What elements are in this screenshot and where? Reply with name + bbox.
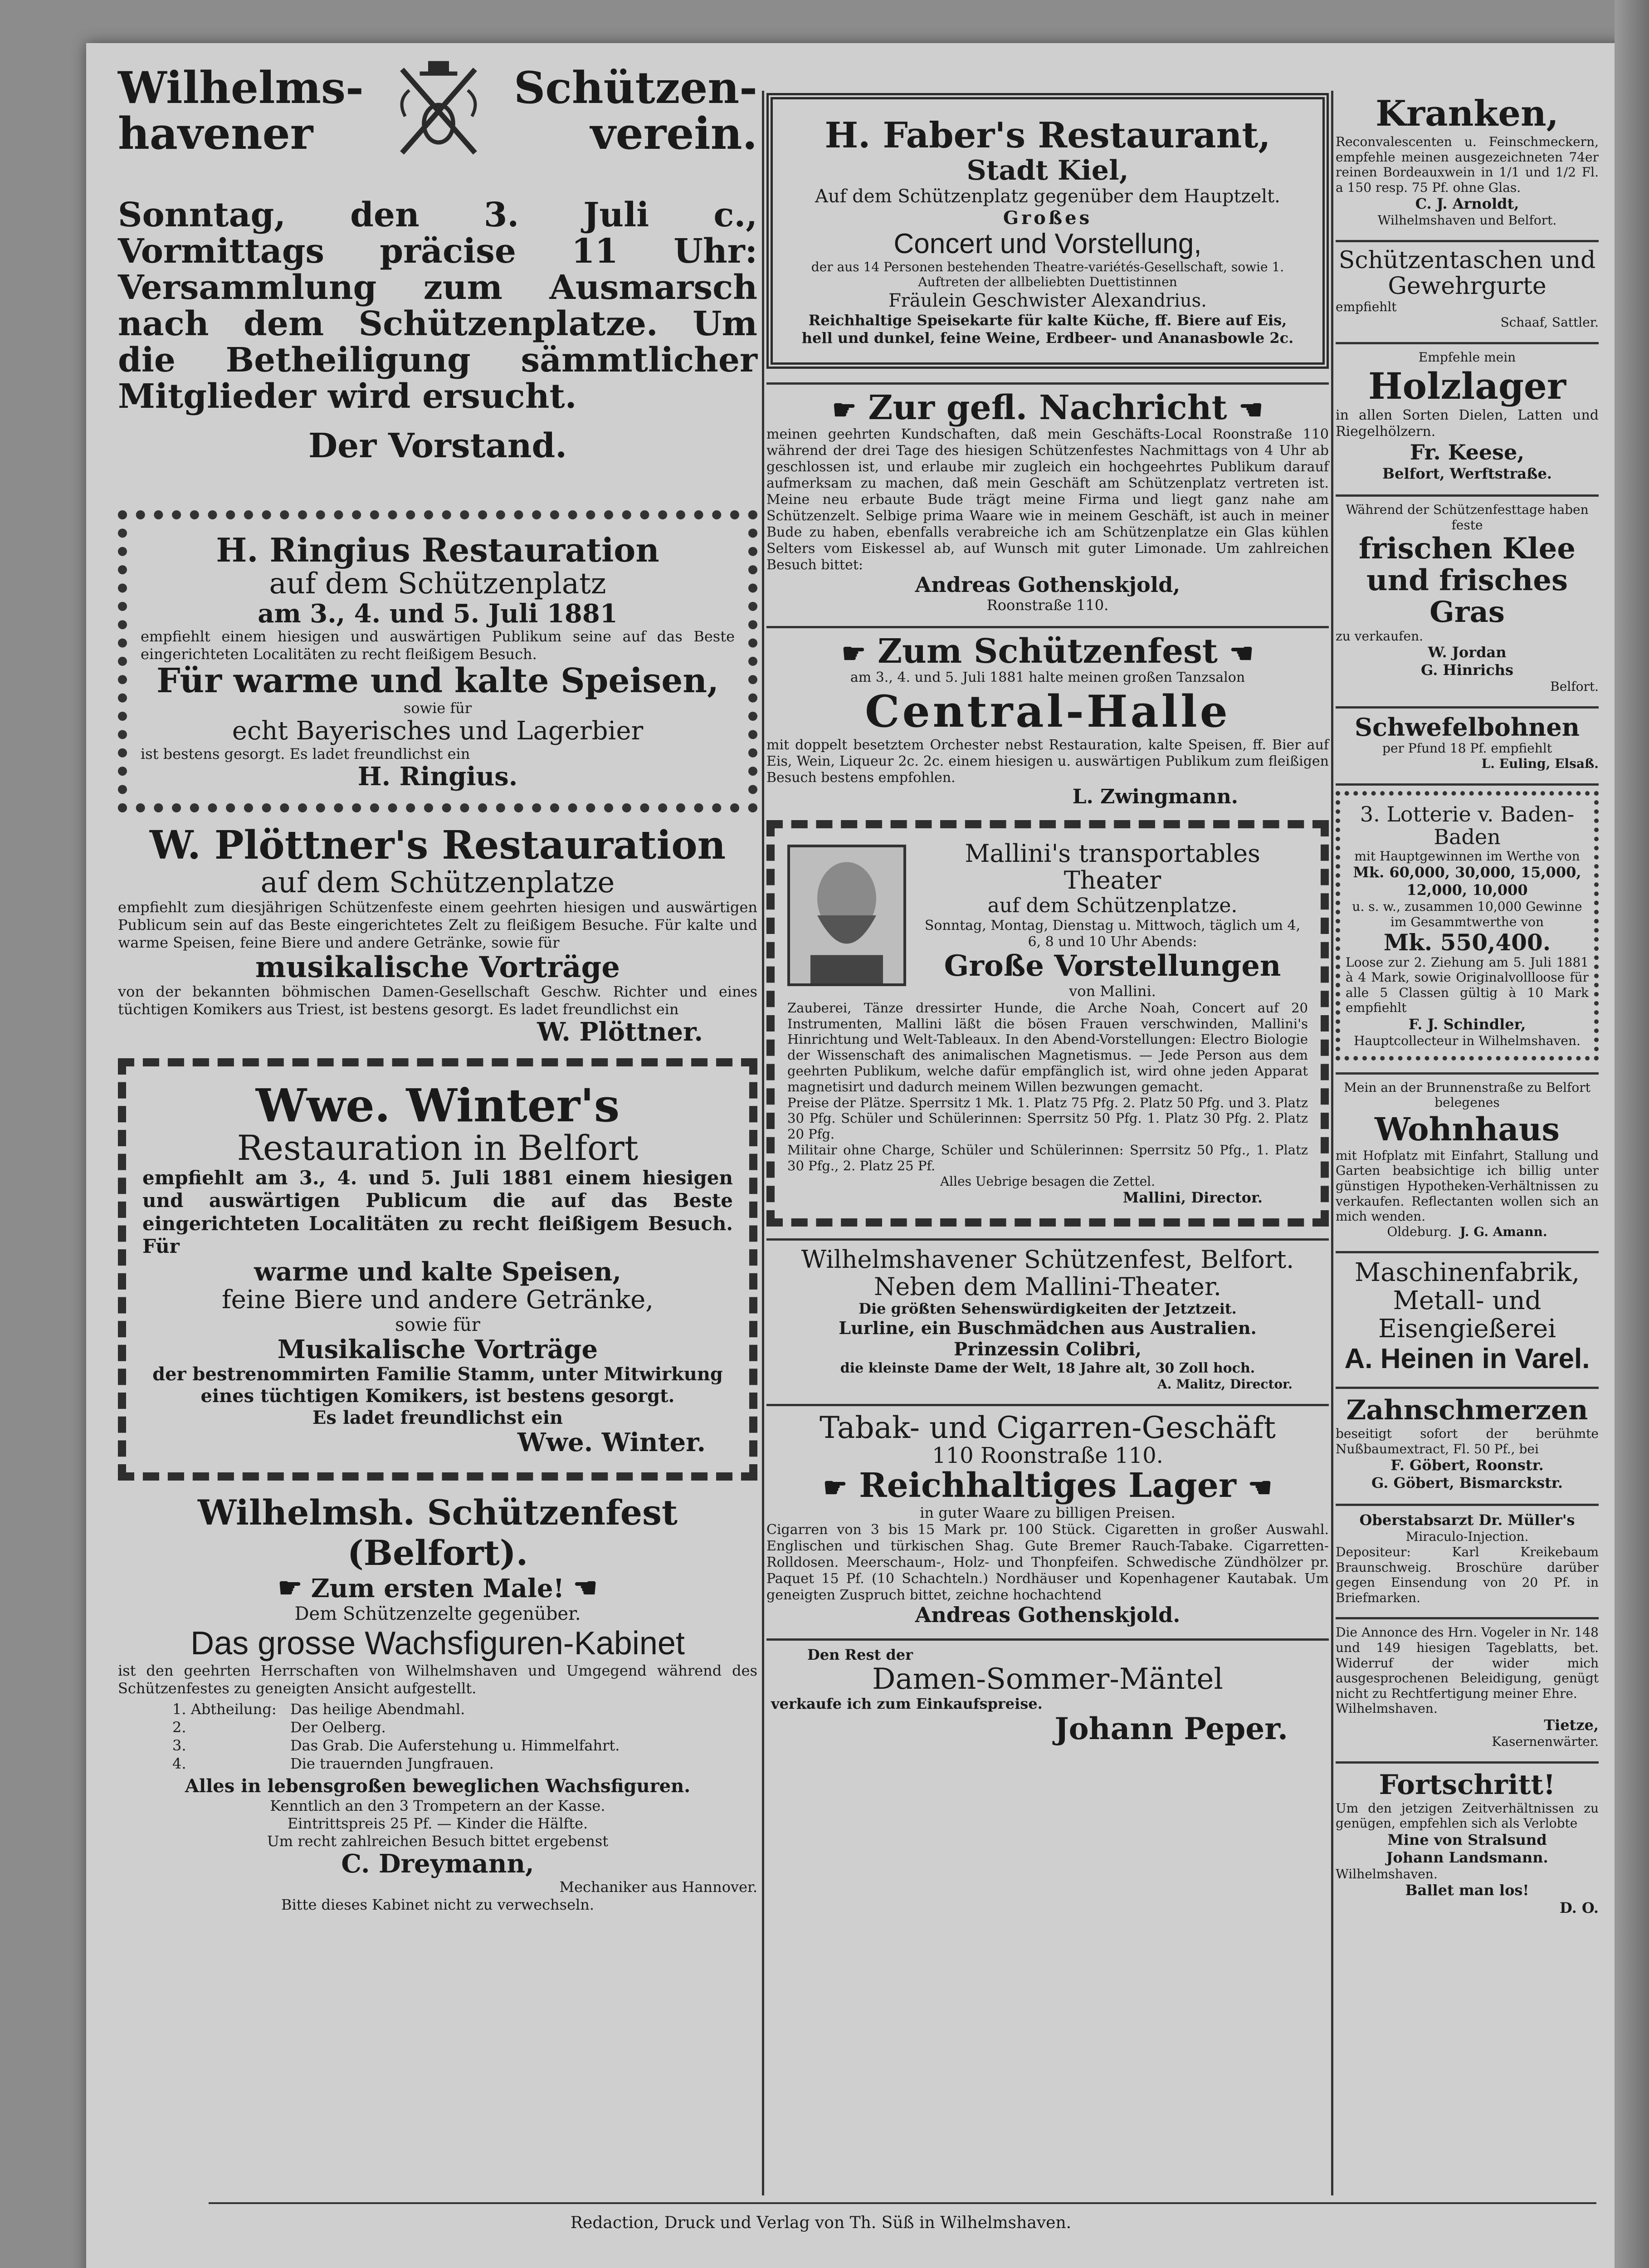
klee-place: Belfort. — [1550, 679, 1599, 694]
fortschritt-names-2: Johann Landsmann. — [1386, 1848, 1548, 1866]
pointing-hand-left-icon: ☚ — [573, 1572, 598, 1604]
annonce-role: Kasernenwärter. — [1492, 1734, 1599, 1749]
kranke-place: Wilhelmshaven und Belfort. — [1377, 213, 1557, 228]
fortschritt-names-1: Mine von Stralsund — [1387, 1831, 1547, 1848]
list-item: 1. Abtheilung: Das heilige Abendmahl. — [172, 1701, 465, 1718]
peper-headline: Damen-Sommer-Mäntel — [872, 1662, 1223, 1696]
holz-title: Holzlager — [1368, 365, 1566, 408]
holz-signature: Fr. Keese, — [1410, 440, 1525, 465]
ad-ploettner — [118, 824, 757, 1046]
central-title: Zum Schützenfest — [878, 631, 1218, 671]
belfort-title: Wilhelmshavener Schützenfest, Belfort. — [801, 1245, 1294, 1274]
wachs-title: Wilhelmsh. Schützenfest (Belfort). — [197, 1492, 678, 1573]
lotterie-title: 3. Lotterie v. Baden-Baden — [1360, 802, 1575, 850]
belfort-text-3: Prinzessin Colibri, — [954, 1339, 1142, 1360]
ad-winter — [118, 1058, 757, 1481]
divider — [1336, 706, 1599, 709]
winter-line-3: sowie für — [395, 1314, 480, 1335]
lotterie-headline: Mk. 550,400. — [1383, 929, 1551, 956]
klee-signature-2: G. Hinrichs — [1421, 661, 1513, 679]
list-item: 3. Das Grab. Die Auferstehung u. Himmelfahrt. — [172, 1737, 620, 1755]
column-right — [1336, 43, 1599, 1929]
fabrik-title: Maschinenfabrik, Metall- und Eisengießerei — [1354, 1258, 1580, 1344]
mueller-title: Oberstabsarzt Dr. Müller's — [1359, 1511, 1575, 1529]
portrait-icon — [790, 847, 903, 983]
kranke-text: Reconvalescenten u. Feinschmeckern, empfehle meinen ausgezeichneten 74er reinen Bordeauxwein in 1/1 und 1/2 Fl. a 150 resp. 75 Pf. ohne Glas. — [1336, 134, 1599, 195]
mallini-days: Sonntag, Montag, Dienstag u. Mittwoch, täglich um 4, 6, 8 und 10 Uhr Abends: — [924, 918, 1301, 950]
divider — [766, 1404, 1329, 1406]
divider — [766, 1638, 1329, 1641]
lotterie-amounts: Mk. 60,000, 30,000, 15,000, 12,000, 10,000 — [1353, 864, 1581, 899]
fortschritt-tail: Ballet man los! — [1405, 1882, 1529, 1899]
column-rule-left — [762, 91, 764, 2195]
faber-gross: Großes — [1003, 207, 1093, 229]
divider — [1336, 1617, 1599, 1619]
zahn-signature-2: G. Göbert, Bismarckstr. — [1371, 1474, 1563, 1492]
ad-holzlager — [1336, 350, 1599, 483]
list-item: 4. Die trauernden Jungfrauen. — [172, 1755, 494, 1773]
verein-name-left-1: Wilhelms- — [118, 62, 364, 114]
ringius-text-1: empfiehlt einem hiesigen und auswärtigen Publikum seine auf das Beste eingerichteten Localitäten zu recht fleißigem Besuch. — [141, 628, 735, 663]
annonce-place: Wilhelmshaven. — [1336, 1701, 1438, 1716]
divider — [1336, 342, 1599, 344]
pointing-hand-right-icon: ☛ — [832, 394, 857, 426]
zahn-text: beseitigt sofort der berühmte Nußbaumextract, Fl. 50 Pf., bei — [1336, 1426, 1599, 1457]
wachs-mark: Kenntlich an den 3 Trompetern an der Kasse. — [270, 1797, 605, 1815]
winter-title: Wwe. Winter's — [255, 1078, 620, 1132]
divider — [1336, 494, 1599, 497]
tabak-signature: Andreas Gothenskjold. — [915, 1602, 1181, 1627]
binding-edge — [1615, 0, 1649, 2268]
ad-fortschritt — [1336, 1769, 1599, 1917]
lotterie-signature: F. J. Schindler, — [1408, 1015, 1526, 1033]
winter-text-2: der bestrenommirten Familie Stamm, unter Mitwirkung eines tüchtigen Komikers, ist bestens gesorgt. — [152, 1364, 723, 1407]
nachricht-address: Roonstraße 110. — [986, 596, 1109, 614]
ringius-line-3: echt Bayerisches und Lagerbier — [232, 716, 644, 746]
wachs-opposite: Dem Schützenzelte gegenüber. — [294, 1603, 581, 1624]
zahn-title: Zahnschmerzen — [1346, 1394, 1588, 1427]
holz-text: in allen Sorten Dielen, Latten und Riegelhölzern. — [1336, 407, 1599, 440]
ad-klee — [1336, 502, 1599, 694]
faber-text-1: der aus 14 Personen bestehenden Theatre-variétés-Gesellschaft, sowie 1. Auftreten der allbeliebten Duettistinnen — [811, 259, 1284, 290]
klee-text: zu verkaufen. — [1336, 628, 1424, 644]
lotterie-text-1: mit Hauptgewinnen im Werthe von — [1354, 848, 1580, 864]
annonce-text: Die Annonce des Hrn. Vogeler in Nr. 148 und 149 hiesigen Tageblatts, bet. Widerruf der wider mich ausgesprochenen Beleidigung, genügt nicht zu Rechtfertigung meiner Ehre. — [1336, 1625, 1599, 1701]
pointing-hand-left-icon: ☚ — [1229, 637, 1254, 670]
tabak-address: 110 Roonstraße 110. — [932, 1443, 1163, 1469]
ad-mallini — [766, 820, 1329, 1227]
winter-line-2: feine Biere und andere Getränke, — [221, 1285, 654, 1315]
belfort-text-1: Die größten Sehenswürdigkeiten der Jetztzeit. — [859, 1300, 1237, 1317]
portrait-image — [787, 845, 906, 986]
rifle-emblem-icon — [386, 59, 491, 163]
pointing-hand-right-icon: ☛ — [841, 637, 866, 670]
fabrik-signature: A. Heinen in Varel. — [1344, 1343, 1590, 1375]
klee-signature-1: W. Jordan — [1428, 644, 1507, 661]
wohnhaus-text: mit Hofplatz mit Einfahrt, Stallung und Garten beabsichtige ich billig unter günstigen Hypotheken-Verhältnissen zu verkaufen. Reflectanten wollen sich an mich wenden. — [1336, 1148, 1599, 1224]
wachs-ask: Um recht zahlreichen Besuch bittet ergebenst — [267, 1833, 609, 1850]
mallini-military: Militair ohne Charge, Schüler und Schülerinnen: Sperrsitz 50 Pfg., 1. Platz 30 Pfg., 2. Platz 25 Pf. — [787, 1142, 1308, 1173]
mallini-headline: Große Vorstellungen — [944, 949, 1281, 983]
belfort-subtitle: Neben dem Mallini-Theater. — [874, 1272, 1221, 1301]
ploettner-title: W. Plöttner's Restauration — [149, 822, 726, 869]
belfort-signature: A. Malitz, Director. — [1157, 1377, 1293, 1392]
bohnen-signature: L. Euling, Elsaß. — [1481, 756, 1599, 771]
kranke-signature: C. J. Arnoldt, — [1415, 195, 1519, 213]
faber-place: Auf dem Schützenplatz gegenüber dem Hauptzelt. — [815, 186, 1280, 207]
ringius-title: H. Ringius Restauration — [216, 531, 659, 569]
ad-kranke — [1336, 93, 1599, 228]
fortschritt-title: Fortschritt! — [1379, 1769, 1556, 1801]
wachs-headline: Das grosse Wachsfiguren-Kabinet — [190, 1625, 685, 1662]
ringius-text-2: ist bestens gesorgt. Es ladet freundlichst ein — [141, 745, 470, 763]
winter-line-4: Musikalische Vorträge — [277, 1334, 598, 1364]
ad-zahnschmerzen — [1336, 1394, 1599, 1492]
ad-annonce — [1336, 1625, 1599, 1749]
divider — [766, 382, 1329, 385]
verein-name-right-1: Schützen- — [514, 62, 757, 114]
wohnhaus-signature: J. G. Amann. — [1459, 1224, 1547, 1239]
pointing-hand-left-icon: ☚ — [1248, 1472, 1273, 1504]
central-text-2: mit doppelt besetztem Orchester nebst Restauration, kalte Speisen, ff. Bier auf Eis, Wein, Liqueur 2c. 2c. einem hiesigen u. auswärtigen Publikum zum fleißigen Besuch bestens empfohlen. — [766, 737, 1329, 786]
verein-signature: Der Vorstand. — [308, 426, 567, 466]
ploettner-text-1: empfiehlt zum diesjährigen Schützenfeste einem geehrten hiesigen und auswärtigen Publicum sein auf das Beste eingerichtetes Zelt zu fleißigem Besuche. Für kalte und warme Speisen, feine Biere und andere Getränke, sowie für — [118, 899, 757, 952]
bohnen-title: Schwefelbohnen — [1355, 712, 1580, 742]
divider — [766, 1238, 1329, 1241]
wachs-price: Eintrittspreis 25 Pf. — Kinder die Hälfte. — [287, 1815, 588, 1833]
verein-notice: Sonntag, den 3. Juli c., Vormittags präcise 11 Uhr: Versammlung zum Ausmarsch nach dem Schützenplatze. Um die Betheiligung sämmtlicher Mitglieder wird ersucht. — [118, 196, 757, 416]
faber-concert: Concert und Vorstellung, — [893, 228, 1202, 259]
column-left — [118, 43, 757, 1926]
ad-wachsfiguren — [118, 1492, 757, 1914]
mallini-subtitle: auf dem Schützenplatze. — [987, 894, 1238, 917]
wohnhaus-pre: Mein an der Brunnenstraße zu Belfort belegenes — [1344, 1080, 1590, 1110]
ploettner-subtitle: auf dem Schützenplatze — [260, 865, 615, 899]
ad-mueller — [1336, 1511, 1599, 1605]
peper-line-1: Den Rest der — [807, 1646, 913, 1663]
winter-text-1: empfiehlt am 3., 4. und 5. Juli 1881 einem hiesigen und auswärtigen Publicum die auf das Beste eingerichteten Localitäten zu recht fleißigem Besuch. Für — [142, 1167, 733, 1258]
ploettner-line-1: musikalische Vorträge — [255, 950, 620, 985]
bohnen-text: per Pfund 18 Pf. empfiehlt — [1382, 741, 1552, 756]
wachs-list — [118, 1700, 757, 1773]
belfort-text-2: Lurline, ein Buschmädchen aus Australien. — [839, 1318, 1257, 1339]
nachricht-title: Zur gefl. Nachricht — [868, 388, 1227, 427]
ad-schwefelbohnen — [1336, 714, 1599, 772]
faber-names: Fräulein Geschwister Alexandrius. — [888, 290, 1207, 311]
peper-signature: Johann Peper. — [1054, 1711, 1288, 1746]
ringius-subtitle: auf dem Schützenplatz — [269, 567, 606, 601]
divider — [1336, 1387, 1599, 1389]
winter-signature: Wwe. Winter. — [517, 1427, 706, 1458]
winter-subtitle: Restauration in Belfort — [237, 1127, 639, 1168]
divider — [1336, 783, 1599, 786]
divider — [1336, 240, 1599, 242]
footer-rule — [209, 2202, 1596, 2204]
ad-nachricht — [766, 390, 1329, 614]
mallini-signature: Mallini, Director. — [1122, 1189, 1263, 1207]
column-middle — [766, 43, 1329, 1757]
mallini-prices: Preise der Plätze. Sperrsitz 1 Mk. 1. Platz 75 Pfg. 2. Platz 50 Pfg. und 3. Platz 30 Pfg. Schüler und Schülerinnen: Sperrsitz 50 Pfg. 1. Platz 30 Pfg. 2. Platz 20 Pfg. — [787, 1095, 1308, 1142]
ad-faber — [766, 93, 1329, 369]
wachs-signature: C. Dreymann, — [341, 1849, 534, 1879]
mallini-von: von Mallini. — [1069, 982, 1156, 1000]
wachs-text-1: ist den geehrten Herrschaften von Wilhelmshaven und Umgegend während des Schützenfestes zu geneigten Ansicht aufgestellt. — [118, 1662, 757, 1697]
imprint: Redaction, Druck und Verlag von Th. Süß in Wilhelmshaven. — [570, 2214, 1072, 2232]
fortschritt-text: Um den jetzigen Zeitverhältnissen zu genügen, empfehlen sich als Verlobte — [1336, 1800, 1599, 1831]
ad-lotterie — [1336, 791, 1599, 1061]
ringius-date: am 3., 4. und 5. Juli 1881 — [258, 598, 618, 629]
tabak-subtitle: in guter Waare zu billigen Preisen. — [920, 1504, 1176, 1521]
faber-text-2: Reichhaltige Speisekarte für kalte Küche, ff. Biere auf Eis, hell und dunkel, feine Weine, Erdbeer- und Ananasbowle 2c. — [801, 311, 1294, 347]
central-signature: L. Zwingmann. — [1072, 785, 1238, 809]
ad-central-halle — [766, 631, 1329, 809]
mallini-rest: Alles Uebrige besagen die Zettel. — [940, 1173, 1156, 1189]
verein-name-right-2: verein. — [590, 108, 757, 159]
central-headline: Central-Halle — [865, 686, 1230, 738]
tabak-title: Tabak- und Cigarren-Geschäft — [820, 1410, 1276, 1445]
tabak-text: Cigarren von 3 bis 15 Mark pr. 100 Stück. Cigaretten in großer Auswahl. Englischen und türkischen Shag. Gute Bremer Rauch-Tabake. Cigarretten-Rolldosen. Meerschaum-, Holz- und Thonpfeifen. Schwedische Zündhölzer pr. Paquet 15 Pf. (10 Schachteln.) Nordhäuser und Kopenhagener Kautabak. Um geneigten Zuspruch bittet, zeichne hochachtend — [766, 1521, 1329, 1603]
zahn-signature-1: F. Göbert, Roonstr. — [1390, 1457, 1544, 1474]
peper-line-2: verkaufe ich zum Einkaufspreise. — [771, 1695, 1043, 1712]
winter-line-1: warme und kalte Speisen, — [254, 1256, 621, 1287]
fortschritt-place: Wilhelmshaven. — [1336, 1866, 1438, 1882]
wachs-role: Mechaniker aus Hannover. — [559, 1878, 757, 1896]
holz-address: Belfort, Werftstraße. — [1382, 465, 1552, 483]
ad-wohnhaus — [1336, 1080, 1599, 1240]
ad-belfort — [766, 1246, 1329, 1392]
mallini-title: Mallini's transportables Theater — [965, 839, 1260, 895]
wachs-first: Zum ersten Male! — [311, 1573, 565, 1603]
ringius-line-1: Für warme und kalte Speisen, — [156, 661, 719, 701]
holz-pre: Empfehle mein — [1418, 349, 1516, 365]
lotterie-text-2: u. s. w., zusammen 10,000 Gewinne im Gesammtwerthe von — [1352, 899, 1582, 929]
taschen-text: empfiehlt — [1336, 299, 1397, 315]
wachs-all: Alles in lebensgroßen beweglichen Wachsfiguren. — [185, 1775, 691, 1797]
nachricht-text: meinen geehrten Kundschaften, daß mein Geschäfts-Local Roonstraße 110 während der drei Tage des hiesigen Schützenfestes Nachmittags von 4 Uhr ab geschlossen ist, und erlaube mir zugleich ein hochgeehrtes Publikum darauf aufmerksam zu machen, daß mein Geschäft am Schützenplatz vertreten ist. Meine neu erbaute Bude trägt meine Firma und liegt ganz nahe am Schützenzelt. Selbige prima Waare wie in meinem Geschäft, ist auch in meiner Bude zu haben, ebenfalls verabreiche ich am Schützenplatze ein Glas kühlen Selters vom Eiskessel ab, auf Wunsch mit guter Limonade. Um zahlreichen Besuch bittet: — [766, 426, 1329, 573]
divider — [1336, 1504, 1599, 1506]
mueller-subtitle: Miraculo-Injection. — [1405, 1529, 1529, 1545]
ringius-signature: H. Ringius. — [357, 761, 518, 792]
ad-schuetzentaschen — [1336, 248, 1599, 330]
divider — [1336, 1072, 1599, 1075]
ploettner-text-2: von der bekannten böhmischen Damen-Gesellschaft Geschw. Richter und eines tüchtigen Komikers aus Triest, ist bestens gesorgt. Es ladet freundlichst ein — [118, 983, 757, 1018]
ad-ringius — [118, 510, 757, 812]
wohnhaus-title: Wohnhaus — [1375, 1110, 1560, 1148]
divider — [766, 626, 1329, 628]
taschen-signature: Schaaf, Sattler. — [1500, 314, 1599, 330]
annonce-signature: Tietze, — [1544, 1716, 1599, 1734]
mueller-text: Depositeur: Karl Kreikebaum Braunschweig. Broschüre darüber gegen Einsendung von 20 Pf. in Briefmarken. — [1336, 1545, 1599, 1605]
ad-tabak — [766, 1412, 1329, 1627]
nachricht-signature: Andreas Gothenskjold, — [915, 572, 1181, 597]
mallini-text: Zauberei, Tänze dressirter Hunde, die Arche Noah, Concert auf 20 Instrumenten, Mallini läßt die bösen Frauen verschwinden, Mallini's Hinrichtung und Welt-Tableaux. In den Abend-Vorstellungen: Electro Biologie der Wissenschaft des animalischen Magnetismus. — Jede Person aus dem geehrten Publikum, welche dafür empfänglich ist, wird ohne jeden Apparat magnetisirt und dadurch meinem Willen bezwungen gemacht. — [787, 1000, 1308, 1095]
winter-text-3: Es ladet freundlichst ein — [312, 1407, 563, 1429]
lotterie-role: Hauptcollecteur in Wilhelmshaven. — [1354, 1033, 1581, 1048]
wachs-note: Bitte dieses Kabinet nicht zu verwechseln. — [281, 1896, 595, 1913]
divider — [1336, 1251, 1599, 1253]
ad-schuetzenverein — [118, 43, 757, 497]
divider — [1336, 1761, 1599, 1764]
pointing-hand-left-icon: ☚ — [1239, 394, 1264, 426]
ringius-line-2: sowie für — [403, 699, 472, 717]
list-item: 2. Der Oelberg. — [172, 1719, 386, 1736]
verein-name-left-2: havener — [118, 108, 313, 159]
lotterie-text-3: Loose zur 2. Ziehung am 5. Juli 1881 à 4 Mark, sowie Originalvollloose für alle 5 Classen gültig à 10 Mark empfiehlt — [1346, 954, 1589, 1016]
column-rule-right — [1331, 91, 1333, 2195]
pointing-hand-right-icon: ☛ — [278, 1572, 302, 1604]
belfort-text-4: die kleinste Dame der Welt, 18 Jahre alt, 30 Zoll hoch. — [840, 1360, 1255, 1377]
kranke-title: Kranken, — [1376, 93, 1559, 134]
faber-title: H. Faber's Restaurant, — [824, 115, 1271, 156]
ad-peper — [766, 1646, 1329, 1745]
ad-maschinenfabrik — [1336, 1259, 1599, 1375]
faber-subtitle: Stadt Kiel, — [966, 155, 1129, 186]
ploettner-signature: W. Plöttner. — [537, 1017, 703, 1047]
pointing-hand-right-icon: ☛ — [823, 1472, 848, 1504]
klee-title: frischen Klee und frisches Gras — [1359, 531, 1576, 630]
klee-pre: Während der Schützenfesttage haben feste — [1346, 502, 1589, 533]
fortschritt-signature: D. O. — [1559, 1899, 1599, 1917]
central-text-1: am 3., 4. und 5. Juli 1881 halte meinen großen Tanzsalon — [850, 670, 1245, 686]
taschen-title: Schützentaschen und Gewehrgurte — [1338, 247, 1596, 300]
tabak-headline: Reichhaltiges Lager — [859, 1466, 1236, 1505]
wohnhaus-place: Oldeburg. — [1387, 1224, 1452, 1239]
